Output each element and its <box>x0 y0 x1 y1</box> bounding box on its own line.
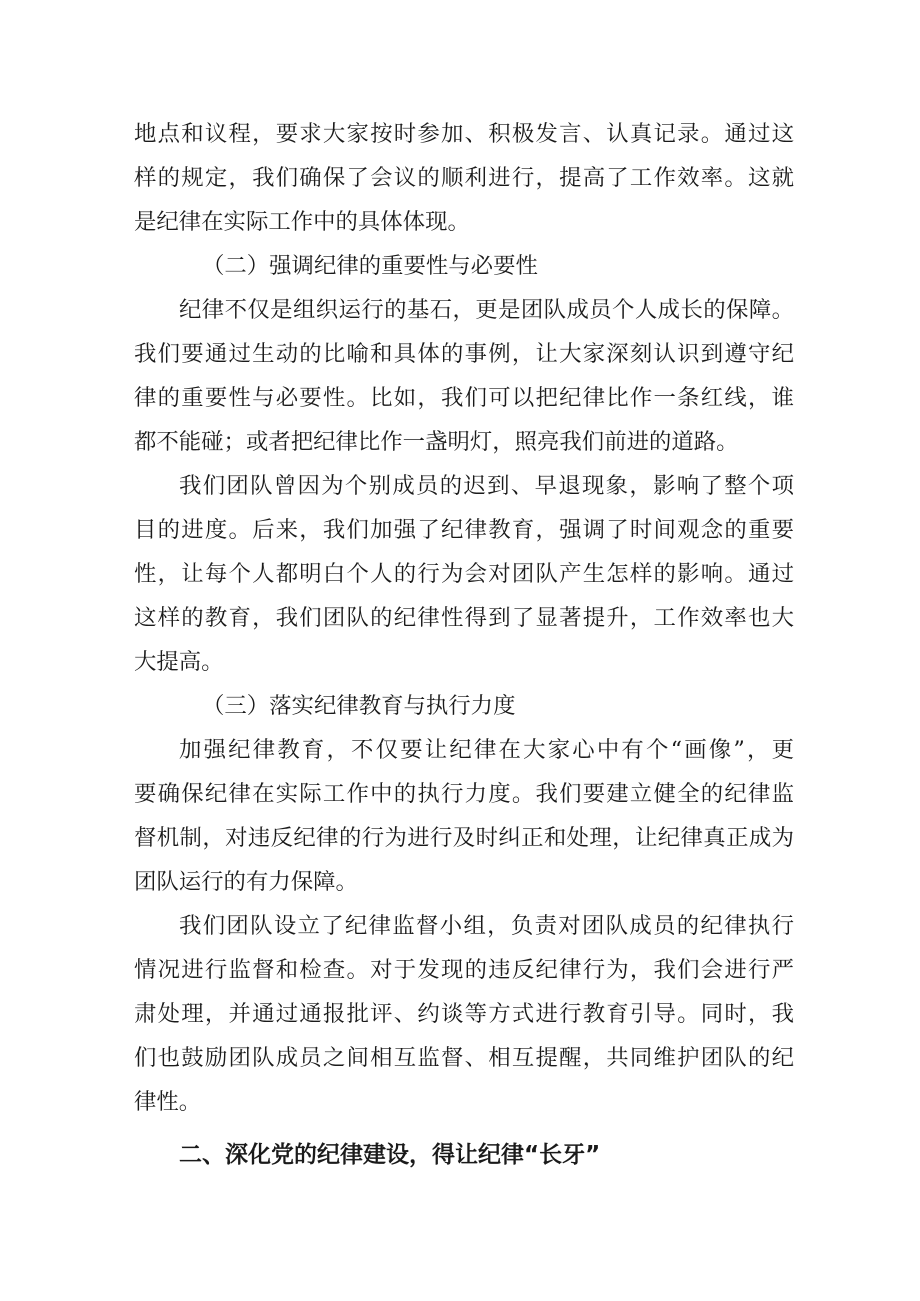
paragraph <box>134 728 794 904</box>
text-line: 情况进行监督和检查。对于发现的违反纪律行为，我们会进行严 <box>134 957 794 983</box>
paragraph <box>134 904 794 1124</box>
text-line: 们也鼓励团队成员之间相互监督、相互提醒，共同维护团队的纪 <box>134 1045 794 1071</box>
text-line: 我们团队设立了纪律监督小组，负责对团队成员的纪律执行 <box>179 913 794 939</box>
paragraph <box>134 288 794 464</box>
text-line: 这样的教育，我们团队的纪律性得到了显著提升，工作效率也大 <box>134 605 794 631</box>
text-line: 我们团队曾因为个别成员的迟到、早退现象，影响了整个项 <box>179 473 794 499</box>
text-line: 大提高。 <box>134 649 224 675</box>
text-line: 律性。 <box>134 1089 202 1115</box>
text-line: 要确保纪律在实际工作中的执行力度。我们要建立健全的纪律监 <box>134 781 794 807</box>
subheading-3: （三）落实纪律教育与执行力度 <box>202 693 516 719</box>
text-line: 纪律不仅是组织运行的基石，更是团队成员个人成长的保障。 <box>179 297 794 323</box>
text-line: 我们要通过生动的比喻和具体的事例，让大家深刻认识到遵守纪 <box>134 341 794 367</box>
section-heading: 二、深化党的纪律建设，得让纪律“长牙” <box>179 1142 601 1168</box>
text-line: 都不能碰；或者把纪律比作一盏明灯，照亮我们前进的道路。 <box>134 429 739 455</box>
paragraph <box>134 464 794 684</box>
text-line: 目的进度。后来，我们加强了纪律教育，强调了时间观念的重要 <box>134 517 794 543</box>
text-line: 督机制，对违反纪律的行为进行及时纠正和处理，让纪律真正成为 <box>134 825 794 851</box>
paragraph-continuation <box>134 112 794 244</box>
subheading-2: （二）强调纪律的重要性与必要性 <box>202 253 538 279</box>
text-line: 性，让每个人都明白个人的行为会对团队产生怎样的影响。通过 <box>134 561 794 587</box>
text-line: 团队运行的有力保障。 <box>134 869 358 895</box>
text-line: 地点和议程，要求大家按时参加、积极发言、认真记录。通过这 <box>134 121 794 147</box>
text-line: 样的规定，我们确保了会议的顺利进行，提高了工作效率。这就 <box>134 165 794 191</box>
text-line: 是纪律在实际工作中的具体体现。 <box>134 209 470 235</box>
document-page <box>134 112 794 1182</box>
text-line: 肃处理，并通过通报批评、约谈等方式进行教育引导。同时，我 <box>134 1001 794 1027</box>
text-line: 加强纪律教育，不仅要让纪律在大家心中有个“画像”，更 <box>179 737 794 763</box>
text-line: 律的重要性与必要性。比如，我们可以把纪律比作一条红线，谁 <box>134 385 794 411</box>
